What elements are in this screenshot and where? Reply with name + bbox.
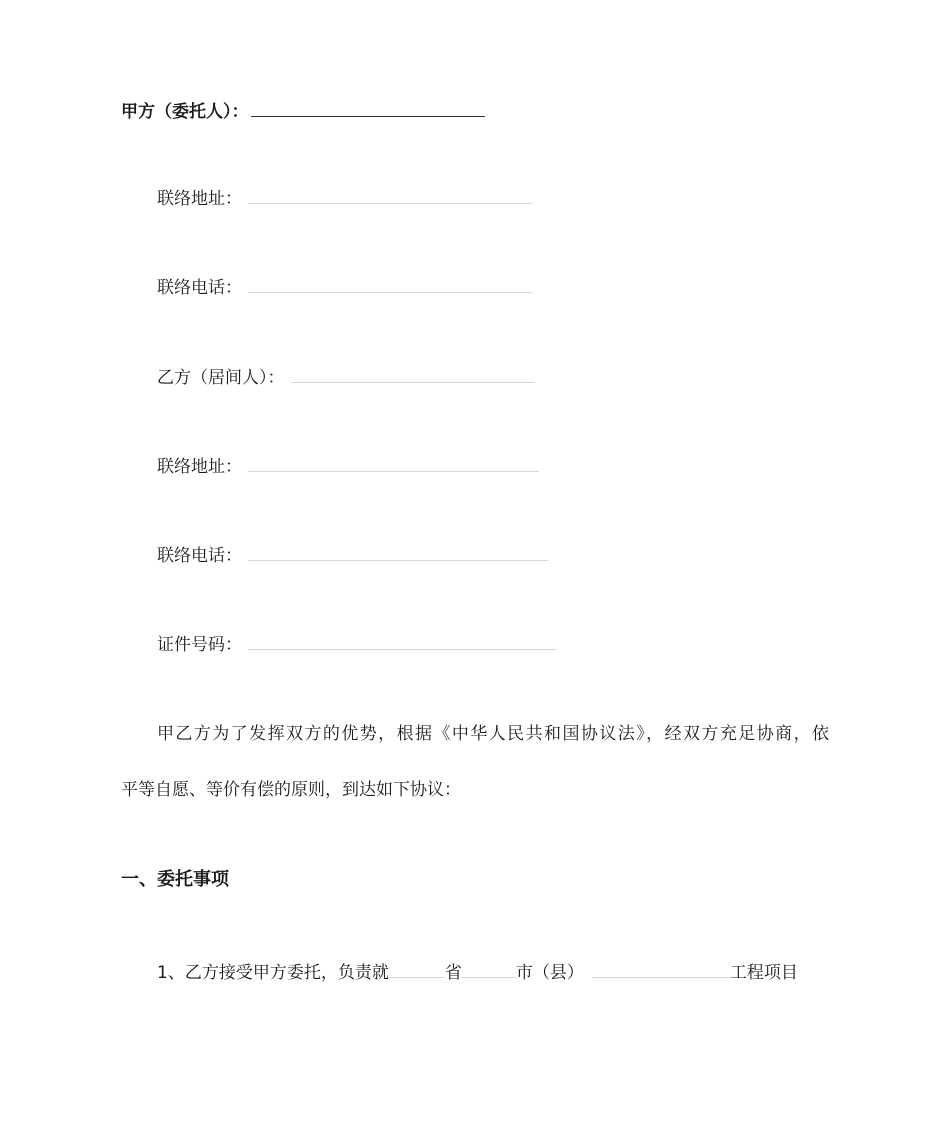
party-a-phone-blank[interactable] <box>248 276 532 293</box>
party-b-address-blank[interactable] <box>248 455 539 472</box>
party-b-address-label: 联络地址： <box>157 457 242 477</box>
province-blank[interactable] <box>389 961 445 978</box>
party-a-address-blank[interactable] <box>248 187 532 204</box>
party-b-phone-row <box>157 544 548 568</box>
party-a-blank[interactable] <box>251 100 485 117</box>
clause-1-part4: 工程项目 <box>729 963 798 983</box>
clause-1-row <box>157 961 798 985</box>
party-b-row <box>157 366 535 390</box>
clause-1-part2: 省 <box>444 963 462 983</box>
section-1-title: 一、委托事项 <box>121 869 229 890</box>
party-b-id-label: 证件号码： <box>157 635 242 655</box>
party-a-label: 甲方（委托人）： <box>121 102 249 122</box>
clause-1-part1: 1、乙方接受甲方委托，负责就 <box>157 963 389 983</box>
party-a-phone-label: 联络电话： <box>157 278 242 298</box>
intro-line-1: 甲乙方为了发挥双方的优势，根据《中华人民共和国协议法》，经双方充足协商，依 <box>157 724 829 744</box>
intro-line-2: 平等自愿、等价有偿的原则，到达如下协议： <box>121 780 461 800</box>
party-a-phone-row <box>157 276 532 300</box>
party-a-address-row <box>157 187 532 211</box>
party-a-row <box>121 100 485 124</box>
city-blank[interactable] <box>462 961 516 978</box>
project-name-blank[interactable] <box>592 961 730 978</box>
party-a-address-label: 联络地址： <box>157 189 242 209</box>
party-b-blank[interactable] <box>291 366 535 383</box>
party-b-id-row <box>157 633 556 657</box>
party-b-phone-label: 联络电话： <box>157 546 242 566</box>
party-b-id-blank[interactable] <box>248 633 556 650</box>
party-b-phone-blank[interactable] <box>248 544 548 561</box>
clause-1-part3: 市（县） <box>515 963 584 983</box>
party-b-label: 乙方（居间人）： <box>157 368 285 388</box>
party-b-address-row <box>157 455 539 479</box>
